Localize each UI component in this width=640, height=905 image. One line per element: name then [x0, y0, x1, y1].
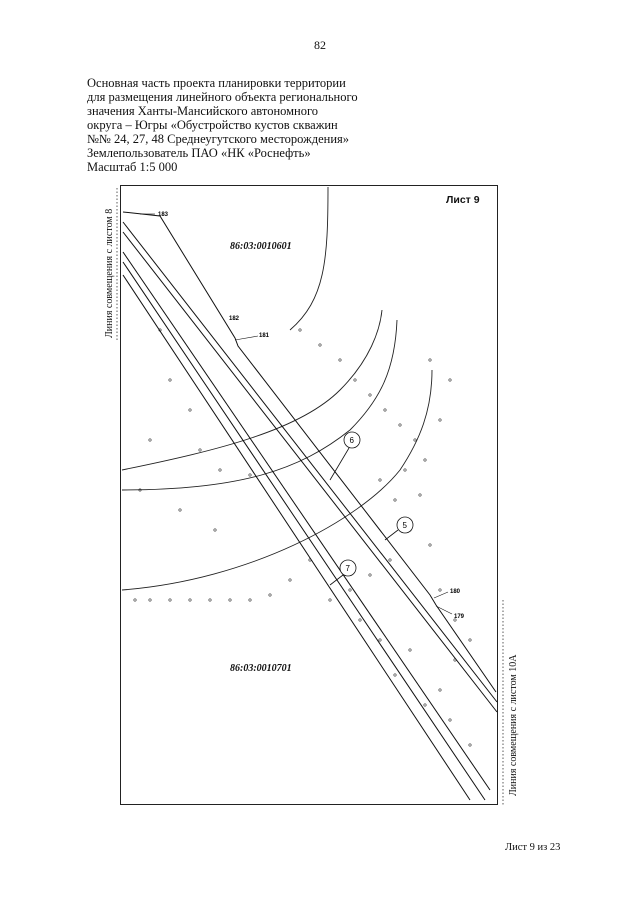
header-line: значения Ханты-Мансийского автономного: [87, 104, 319, 118]
header-line: Землепользователь ПАО «НК «Роснефть»: [87, 146, 311, 160]
point-label-179: 179: [454, 614, 465, 620]
header-line: №№ 24, 27, 48 Среднеугутского месторождения»: [87, 132, 350, 146]
zone-label-5: 5: [402, 521, 407, 530]
zone-label-6: 6: [349, 436, 354, 445]
zone-markers: [330, 432, 413, 585]
sheet-label: Лист 9: [446, 194, 480, 206]
point-markers: [140, 214, 452, 614]
left-join-label: Линия совмещения с листом 8: [104, 208, 115, 338]
header-line: Масштаб 1:5 000: [87, 160, 178, 174]
header-line: округа – Югры «Обустройство кустов скважин: [87, 118, 338, 132]
point-label-181: 181: [259, 333, 270, 339]
zone-label-7: 7: [345, 564, 350, 573]
point-label-180: 180: [450, 589, 461, 595]
header-line: Основная часть проекта планировки территории: [87, 76, 346, 90]
header-line: для размещения линейного объекта регионального: [87, 90, 358, 104]
sheet-footer: Лист 9 из 23: [505, 842, 561, 853]
survey-dots: [134, 329, 471, 746]
point-label-183: 183: [158, 212, 169, 218]
page-number: 82: [314, 38, 326, 52]
parcel-label: 86:03:0010701: [230, 663, 292, 674]
parcel-label: 86:03:0010601: [230, 241, 292, 252]
point-label-182: 182: [229, 316, 240, 322]
right-join-label: Линия совмещения с листом 10А: [508, 654, 519, 796]
corridor-lines: [123, 212, 497, 800]
